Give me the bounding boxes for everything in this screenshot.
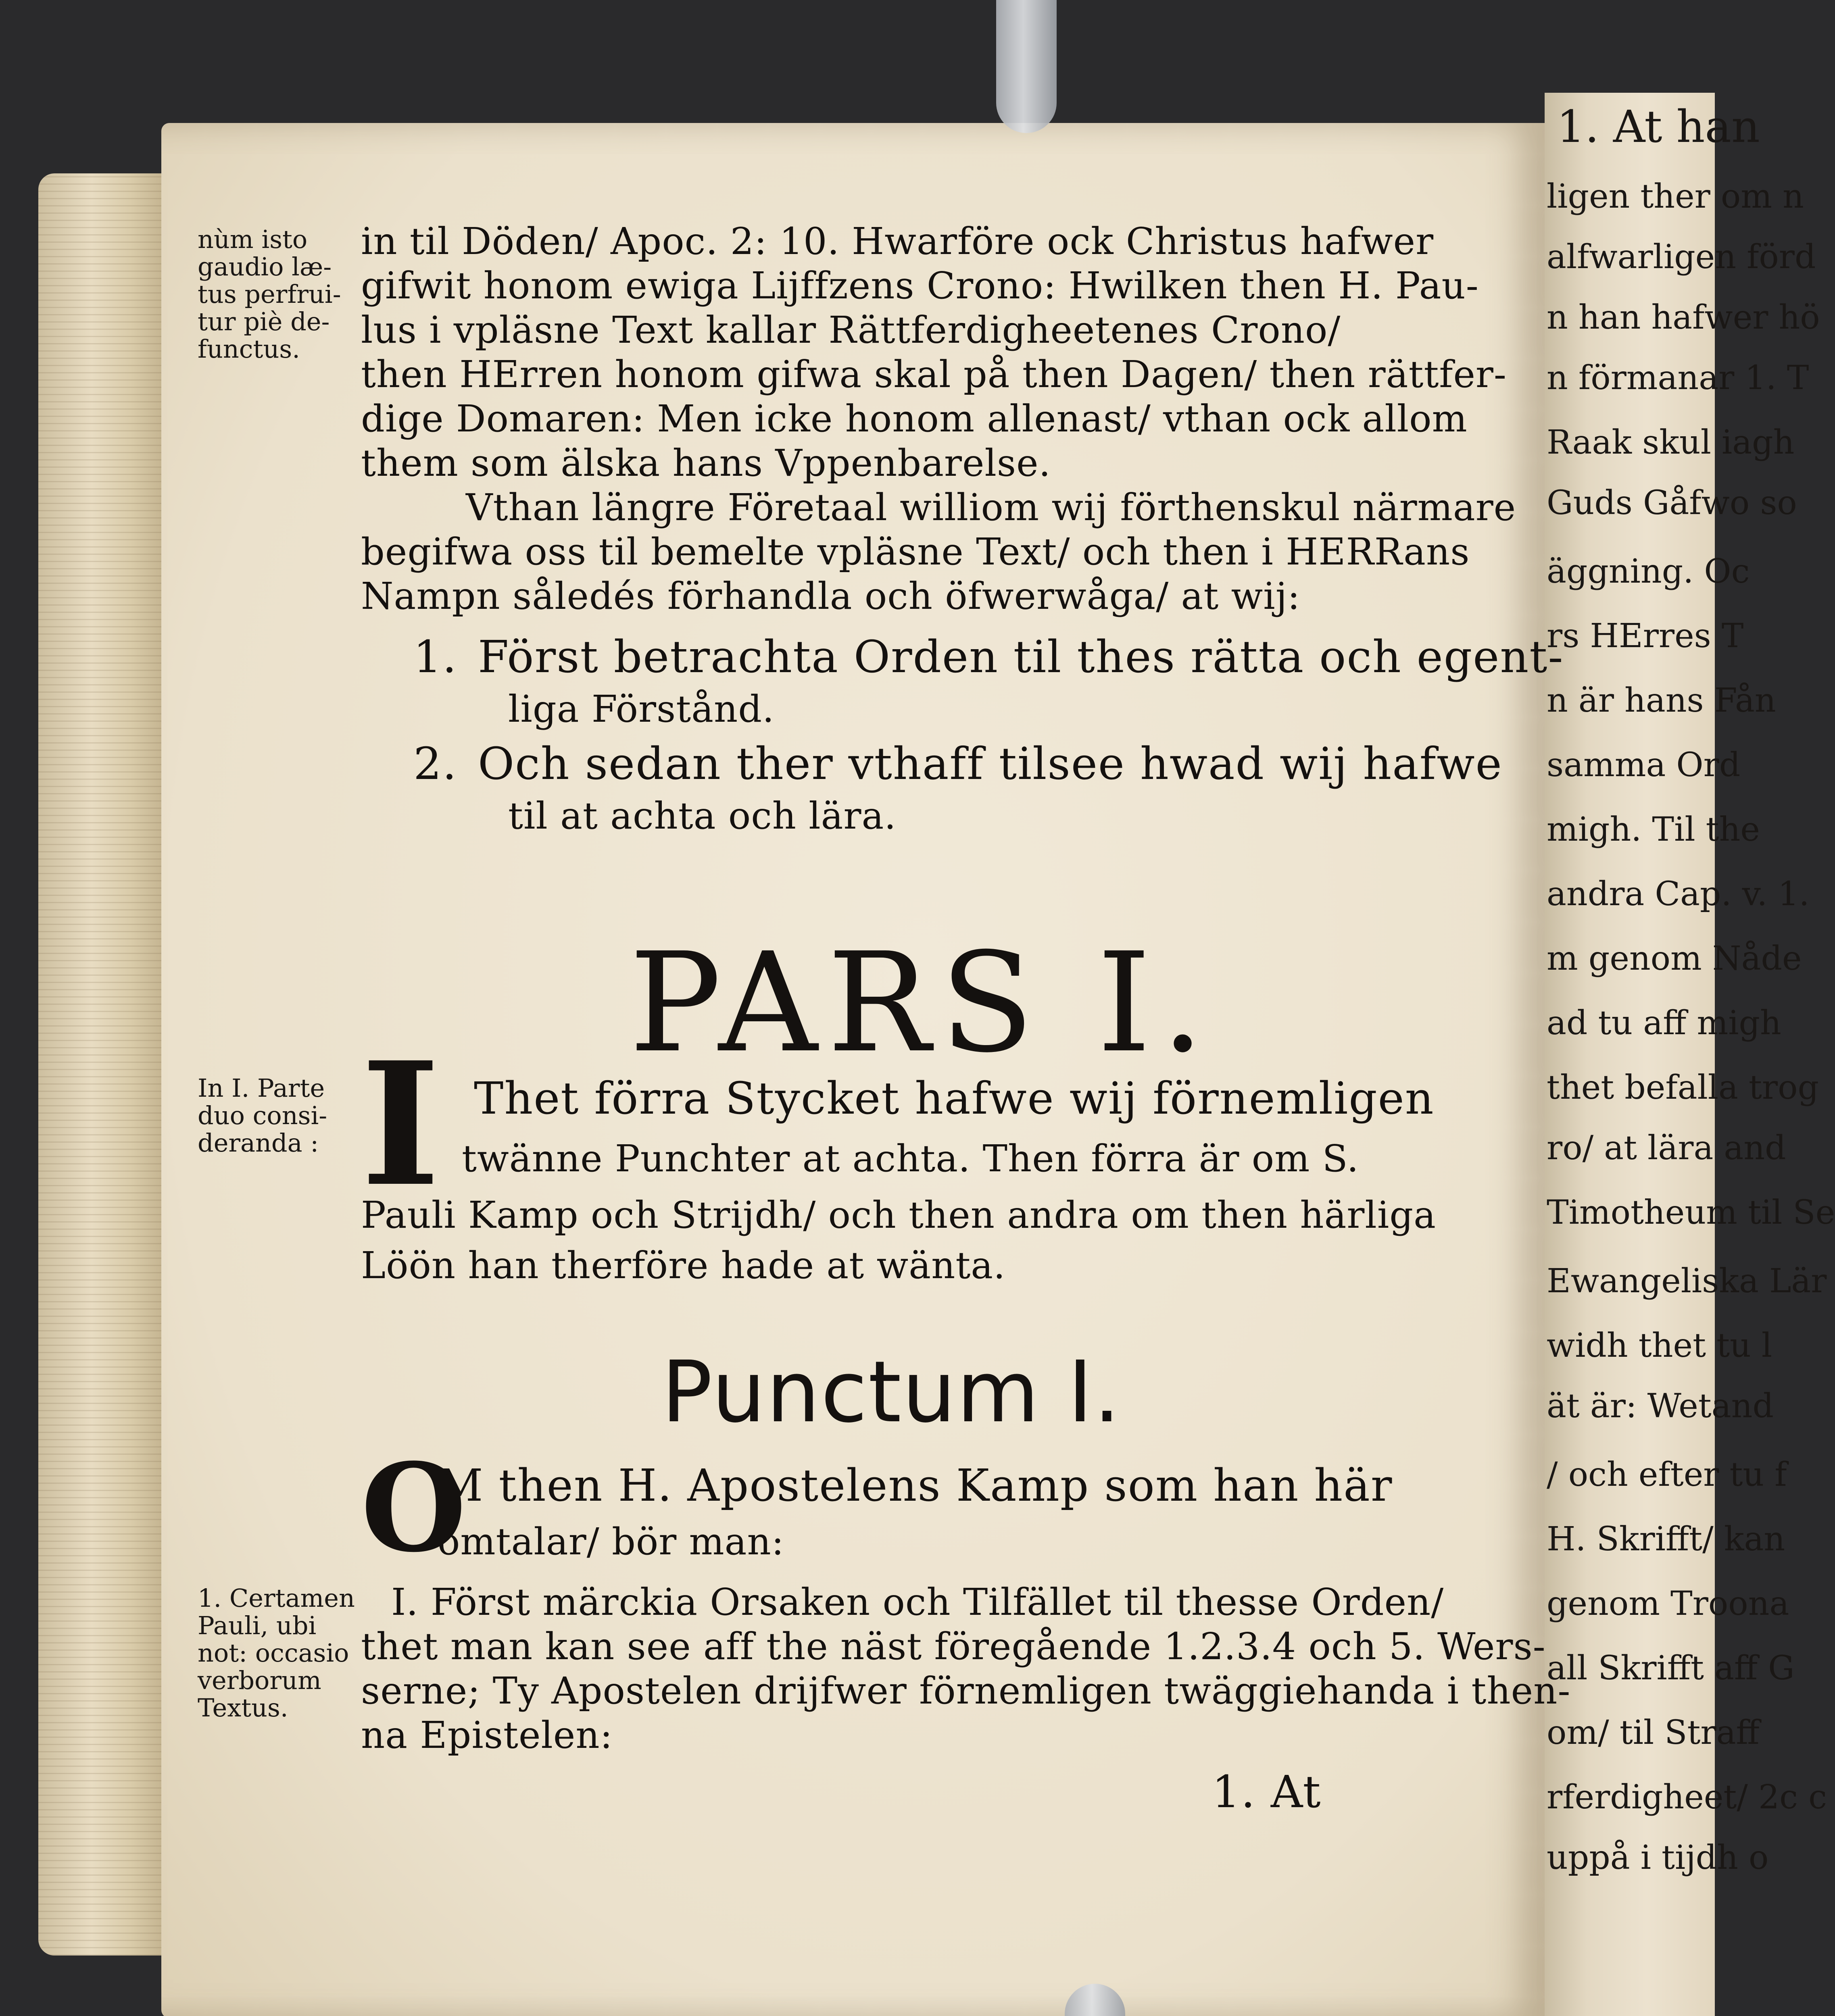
right-page bbox=[1545, 93, 1835, 2016]
right-page-line: thet befalla trog bbox=[1547, 1068, 1819, 1107]
right-page-line: ligen ther om n bbox=[1547, 177, 1804, 216]
drop-cap-i: I bbox=[361, 1025, 440, 1224]
margin-note-1: nùm isto gaudio læ- tus perfrui- tur piè de- functus. bbox=[198, 225, 341, 364]
text-line: na Epistelen: bbox=[361, 1714, 613, 1757]
text-line: them som älska hans Vppenbarelse. bbox=[361, 442, 1051, 485]
text-line: begifwa oss til bemelte vpläsne Text/ och then i HERRans bbox=[361, 530, 1470, 573]
right-page-line: widh thet tu l bbox=[1547, 1327, 1772, 1365]
right-page-line: 1. At han bbox=[1557, 101, 1760, 152]
right-page-line: ro/ at lära and bbox=[1547, 1129, 1786, 1167]
right-page-line: n han hafwer hö bbox=[1547, 298, 1820, 337]
right-page-line: Timotheum til Se bbox=[1547, 1193, 1835, 1232]
catchword: 1. At bbox=[1212, 1766, 1322, 1818]
point-number: 1. bbox=[413, 631, 457, 683]
point-text: til at achta och lära. bbox=[508, 794, 897, 837]
text-line: serne; Ty Apostelen drijfwer förnemligen twäggiehanda i then- bbox=[361, 1669, 1571, 1712]
text-line: dige Domaren: Men icke honom allenast/ vthan ock allom bbox=[361, 397, 1468, 440]
heading-punctum-i: Punctum I. bbox=[661, 1343, 1122, 1441]
margin-note-2: In I. Parte duo consi- deranda : bbox=[198, 1073, 327, 1158]
text-line: then HErren honom gifwa skal på then Dagen/ then rättfer- bbox=[361, 353, 1507, 396]
right-page-line: samma Ord bbox=[1547, 746, 1741, 784]
right-page-line: Ewangeliska Lär bbox=[1547, 1262, 1827, 1300]
right-page-line: / och efter tu f bbox=[1547, 1456, 1787, 1494]
right-page-line: H. Skrifft/ kan bbox=[1547, 1520, 1785, 1558]
right-page-line: m genom Nåde bbox=[1547, 939, 1802, 978]
text-line: Pauli Kamp och Strijdh/ och then andra om then härliga bbox=[361, 1193, 1436, 1237]
point-text: Först betrachta Orden til thes rätta och egent- bbox=[478, 631, 1564, 683]
text-line: I. Först märckia Orsaken och Tilfället til thesse Orden/ bbox=[391, 1581, 1444, 1624]
point-text: Och sedan ther vthaff tilsee hwad wij hafwe bbox=[478, 738, 1503, 789]
right-page-line: Raak skul iagh bbox=[1547, 423, 1795, 462]
right-page-line: rferdigheet/ 2c c bbox=[1547, 1778, 1827, 1816]
right-page-line: n är hans Fån bbox=[1547, 681, 1776, 720]
text-line: Thet förra Stycket hafwe wij förnemligen bbox=[474, 1073, 1435, 1124]
right-page-line: rs HErres T bbox=[1547, 617, 1744, 655]
right-page-line: n förmanar 1. T bbox=[1547, 359, 1809, 397]
heading-pars-i: PARS I. bbox=[629, 923, 1214, 1083]
text-line: Vthan längre Företaal williom wij förthenskul närmare bbox=[466, 486, 1516, 529]
right-page-line: alfwarligen förd bbox=[1547, 238, 1816, 276]
text-line: omtalar/ bör man: bbox=[438, 1520, 784, 1563]
text-line: in til Döden/ Apoc. 2: 10. Hwarföre ock Christus hafwer bbox=[361, 220, 1434, 263]
point-number: 2. bbox=[413, 738, 457, 789]
drop-cap-o: O bbox=[361, 1437, 467, 1579]
right-page-line: ad tu aff migh bbox=[1547, 1004, 1781, 1042]
right-page-line: migh. Til the bbox=[1547, 810, 1760, 849]
text-line: lus i vpläsne Text kallar Rättferdigheetenes Crono/ bbox=[361, 308, 1341, 352]
right-page-line: all Skrifft aff G bbox=[1547, 1649, 1795, 1687]
text-line: Nampn såledés förhandla och öfwerwåga/ at wij: bbox=[361, 575, 1301, 618]
right-page-line: andra Cap. v. 1. bbox=[1547, 875, 1810, 913]
right-page-line: äggning. Oc bbox=[1547, 552, 1750, 591]
page-clip-top bbox=[996, 0, 1057, 133]
book-fore-edge bbox=[38, 173, 171, 1956]
right-page-line: genom Troona bbox=[1547, 1585, 1789, 1623]
right-page-line: uppå i tijdh o bbox=[1547, 1839, 1769, 1877]
margin-note-3: 1. Certamen Pauli, ubi not: occasio verborum Textus. bbox=[198, 1583, 355, 1722]
right-page-line: Guds Gåfwo so bbox=[1547, 484, 1797, 522]
right-page-line: om/ til Straff bbox=[1547, 1714, 1760, 1752]
text-line: M then H. Apostelens Kamp som han här bbox=[438, 1460, 1393, 1511]
text-line: twänne Punchter at achta. Then förra är om S. bbox=[462, 1137, 1359, 1180]
text-line: Löön han therföre hade at wänta. bbox=[361, 1244, 1006, 1287]
right-page-line: ät är: Wetand bbox=[1547, 1387, 1774, 1425]
text-line: thet man kan see aff the näst föregående 1.2.3.4 och 5. Wers- bbox=[361, 1625, 1546, 1668]
point-text: liga Förstånd. bbox=[508, 687, 775, 731]
text-line: gifwit honom ewiga Lijffzens Crono: Hwilken then H. Pau- bbox=[361, 264, 1479, 307]
